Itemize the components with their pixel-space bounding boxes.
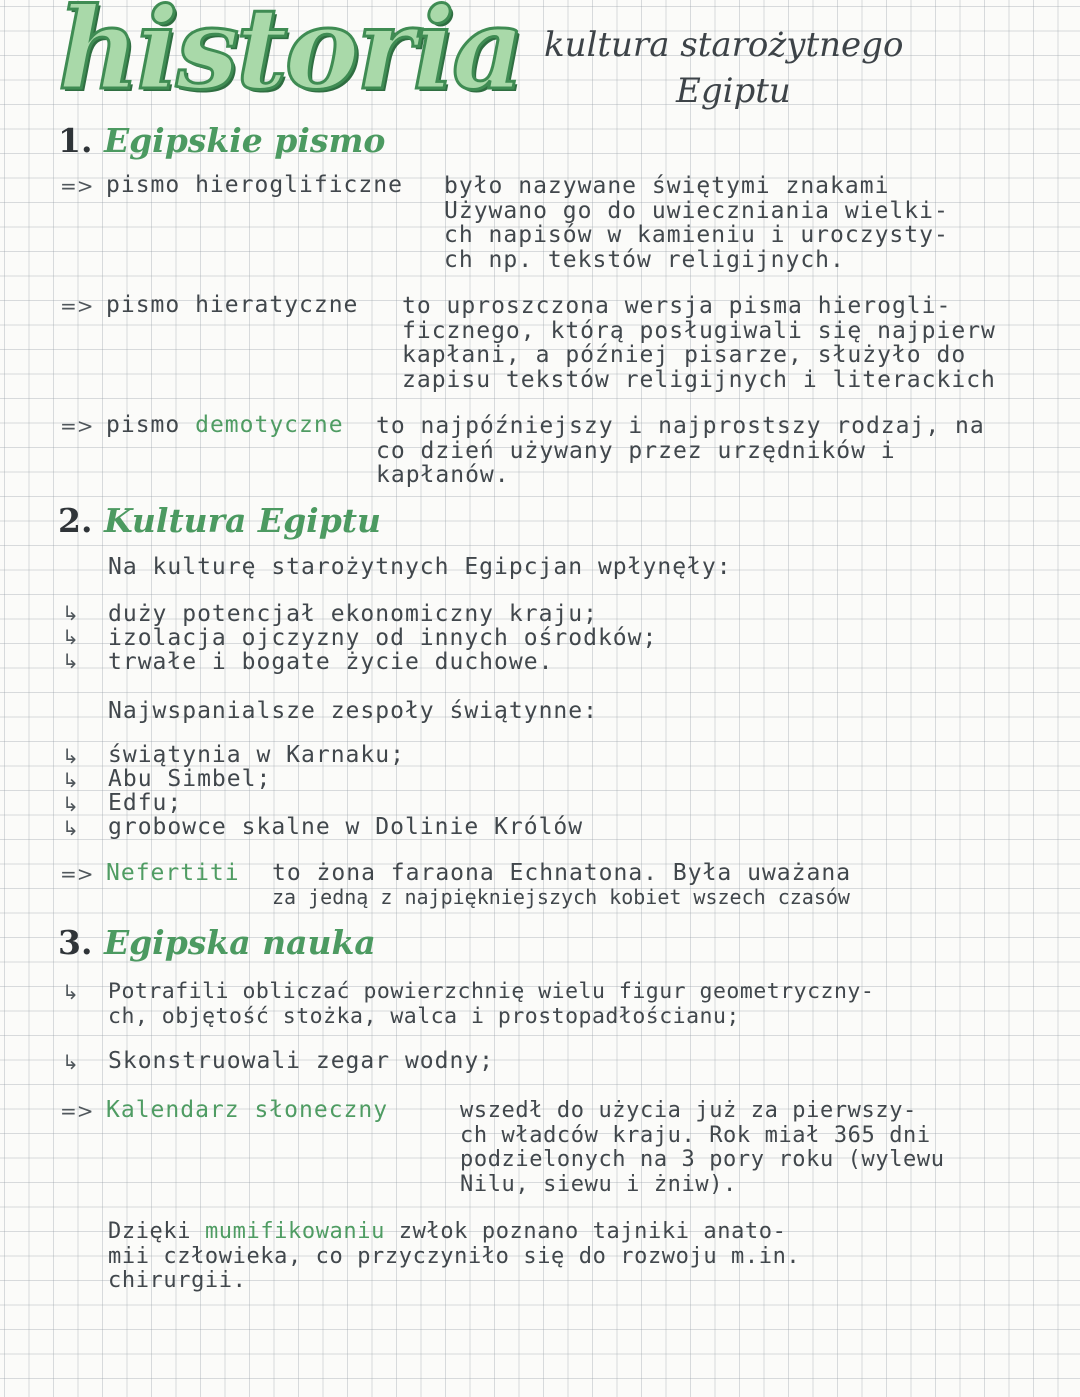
page-title: historia [58, 0, 522, 115]
text-line: było nazywane świętymi znakami [444, 173, 890, 199]
calendar-description [460, 1099, 945, 1197]
text-line: wszedł do użycia już za pierwszy- [460, 1098, 917, 1123]
text-line: ch napisów w kamieniu i uroczysty- [444, 222, 949, 248]
list-item: grobowce skalne w Dolinie Królów [108, 814, 584, 840]
list-item: izolacja ojczyzny od innych ośrodków; [108, 625, 658, 651]
arrow-icon: => [60, 414, 94, 438]
arrow-icon: => [60, 294, 94, 318]
text-line: Potrafili obliczać powierzchnię wielu figur geometryczny- [108, 979, 875, 1004]
list-item: duży potencjał ekonomiczny kraju; [108, 601, 598, 627]
text-line: zapisu tekstów religijnych i literackich [402, 366, 996, 393]
subtitle-line-1: kultura starożytnego [544, 25, 904, 65]
section-2-title: Kultura Egiptu [103, 501, 382, 540]
text-fragment: Dzięki [108, 1219, 192, 1244]
hook-arrow-icon: ↳ [62, 601, 79, 625]
hieroglyphic-description [444, 174, 949, 272]
text-line: kapłani, a później pisarze, służyło do [402, 342, 967, 368]
text-line: Używano go do uwieczniania wielki- [444, 197, 949, 224]
term-hieroglyphic: pismo hieroglificzne [106, 172, 403, 198]
nefertiti-line-1: to żona faraona Echnatona. Była uważana [272, 860, 852, 886]
text-line: chirurgii. [108, 1268, 247, 1293]
arrow-icon: => [60, 862, 94, 886]
text-fragment: zwłok poznano tajniki anato- [398, 1219, 787, 1244]
hook-arrow-icon: ↳ [62, 649, 79, 673]
hook-arrow-icon: ↳ [62, 1050, 79, 1074]
hook-arrow-icon: ↳ [62, 816, 79, 840]
term-mummification: mumifikowaniu [204, 1219, 385, 1244]
section-3-title: Egipska nauka [103, 923, 376, 962]
text-line [108, 1220, 800, 1245]
section-3-number: 3. [58, 923, 93, 962]
text-line: ch władców kraju. Rok miał 365 dni [460, 1122, 931, 1148]
mummification-paragraph [108, 1220, 800, 1294]
term-calendar: Kalendarz słoneczny [106, 1097, 389, 1123]
section-2-number: 2. [58, 501, 93, 540]
text-line: to najpóźniejszy i najprostszy rodzaj, na [376, 413, 985, 439]
text-line: ch np. tekstów religijnych. [444, 246, 845, 273]
text-line: kapłanów. [376, 462, 510, 488]
arrow-icon: => [60, 174, 94, 198]
text-line: ch, objętość stożka, walca i prostopadłościanu; [108, 1003, 740, 1029]
text-line: podzielonych na 3 pory roku (wylewu [460, 1147, 945, 1172]
list-item: świątynia w Karnaku; [108, 742, 405, 768]
text-line: mii człowieka, co przyczyniło się do rozwoju m.in. [108, 1243, 801, 1269]
section-1-number: 1. [58, 121, 93, 160]
term-hieratic: pismo hieratyczne [106, 292, 359, 318]
arrow-icon: => [60, 1099, 94, 1123]
term-demotic: pismo demotyczne [106, 412, 344, 438]
hook-arrow-icon: ↳ [62, 744, 79, 768]
science-item-geometry [108, 980, 874, 1029]
hook-arrow-icon: ↳ [62, 625, 79, 649]
hook-arrow-icon: ↳ [62, 980, 79, 1004]
term-demotic-word: demotyczne [195, 412, 344, 438]
section-3-heading [58, 923, 376, 962]
section-2-intro-2: Najwspanialsze zespoły świątynne: [108, 698, 598, 724]
section-2-heading [58, 501, 382, 540]
subtitle-line-2: Egiptu [676, 71, 791, 111]
section-2-intro: Na kulturę starożytnych Egipcjan wpłynęły: [108, 554, 732, 580]
text-line: to uproszczona wersja pisma hierogli- [402, 293, 952, 319]
nefertiti-line-2: za jedną z najpiękniejszych kobiet wszech czasów [272, 885, 850, 909]
section-1-heading [58, 121, 386, 160]
list-item: trwałe i bogate życie duchowe. [108, 649, 554, 675]
section-1-title: Egipskie pismo [103, 121, 386, 160]
hook-arrow-icon: ↳ [62, 792, 79, 816]
science-item-clock: Skonstruowali zegar wodny; [108, 1048, 495, 1074]
text-line: ficznego, którą posługiwali się najpierw [402, 317, 996, 344]
list-item: Edfu; [108, 790, 183, 816]
demotic-description [376, 414, 985, 488]
hieratic-description [402, 294, 996, 392]
term-nefertiti: Nefertiti [106, 860, 240, 886]
text-line: Nilu, siewu i żniw). [460, 1171, 737, 1197]
list-item: Abu Simbel; [108, 766, 272, 792]
text-line: co dzień używany przez urzędników i [376, 437, 896, 464]
hook-arrow-icon: ↳ [62, 768, 79, 792]
